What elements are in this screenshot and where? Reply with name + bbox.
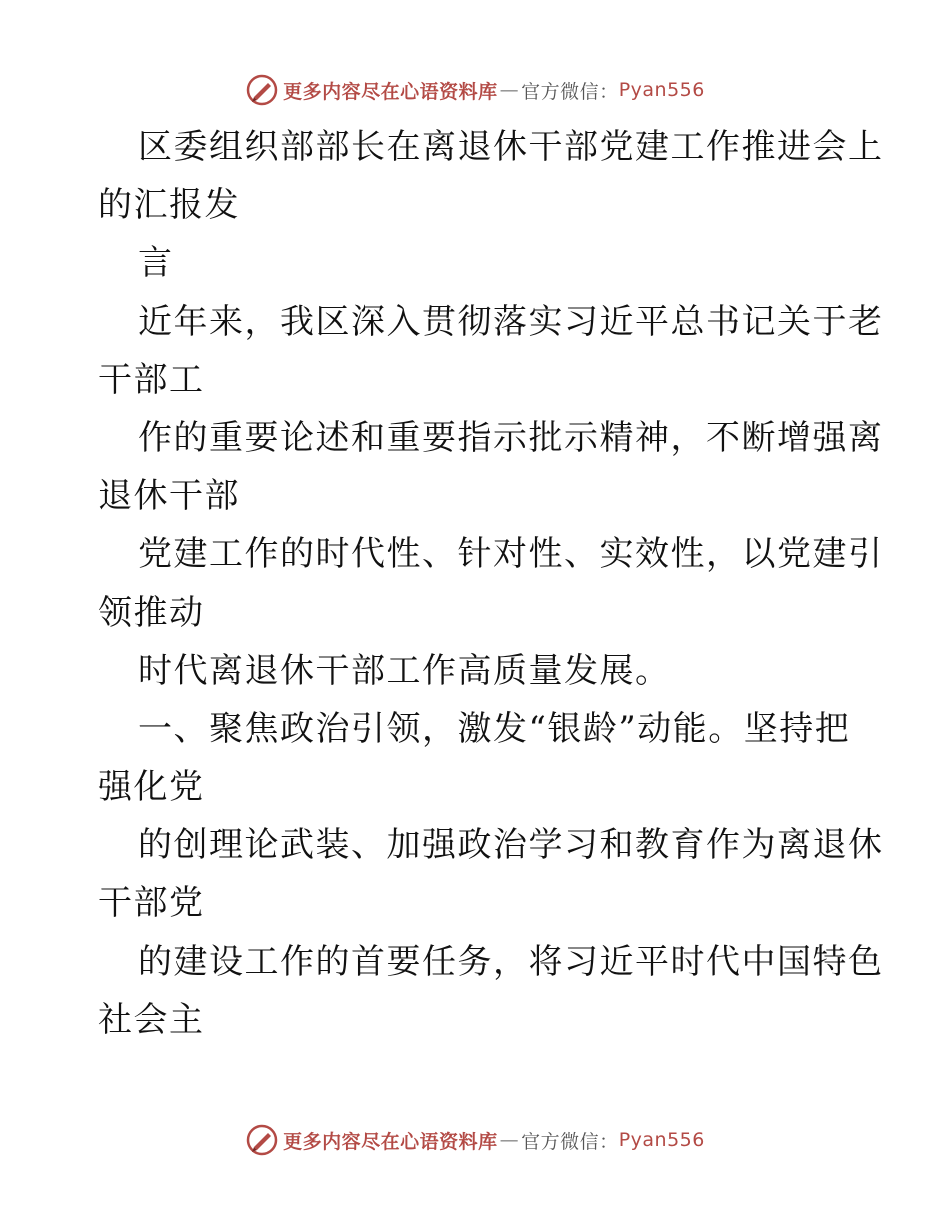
body-line: 作的重要论述和重要指示批示精神，不断增强离 [138, 417, 884, 458]
title-line: 的汇报发 [98, 185, 240, 226]
pen-logo-icon [245, 1123, 279, 1157]
body-line: 近年来，我区深入贯彻落实习近平总书记关于老 [138, 301, 884, 342]
title-line: 言 [138, 243, 174, 284]
body-line: 退休干部 [98, 476, 240, 517]
body-line: 的建设工作的首要任务，将习近平时代中国特色 [138, 941, 884, 982]
watermark-official-label: 官方微信： [521, 1130, 619, 1153]
body-line: 时代离退休干部工作高质量发展。 [138, 650, 671, 691]
body-line: 领推动 [98, 592, 205, 633]
watermark-main-text: 更多内容尽在心语资料库 [283, 80, 498, 103]
body-line: 党建工作的时代性、针对性、实效性，以党建引 [138, 534, 884, 575]
body-line: 社会主 [98, 999, 205, 1040]
watermark-separator: — [499, 79, 520, 101]
title-line: 区委组织部部长在离退休干部党建工作推进会上 [138, 127, 884, 167]
watermark-main-text: 更多内容尽在心语资料库 [283, 1130, 498, 1153]
header-watermark [0, 70, 950, 110]
body-line: 干部工 [98, 359, 205, 400]
body-line: 干部党 [98, 883, 205, 924]
footer-watermark [0, 1120, 950, 1160]
watermark-wechat-id: Pyan556 [618, 1129, 705, 1151]
pen-logo-icon [245, 73, 279, 107]
watermark-wechat-id: Pyan556 [618, 79, 705, 101]
watermark-separator: — [499, 1129, 520, 1151]
document-body [98, 118, 884, 1049]
body-line: 的创理论武装、加强政治学习和教育作为离退休 [138, 825, 884, 866]
watermark-official-label: 官方微信： [521, 80, 619, 103]
body-line: 强化党 [98, 767, 205, 808]
body-line: 一、聚焦政治引领，激发“银龄”动能。坚持把 [138, 708, 851, 749]
